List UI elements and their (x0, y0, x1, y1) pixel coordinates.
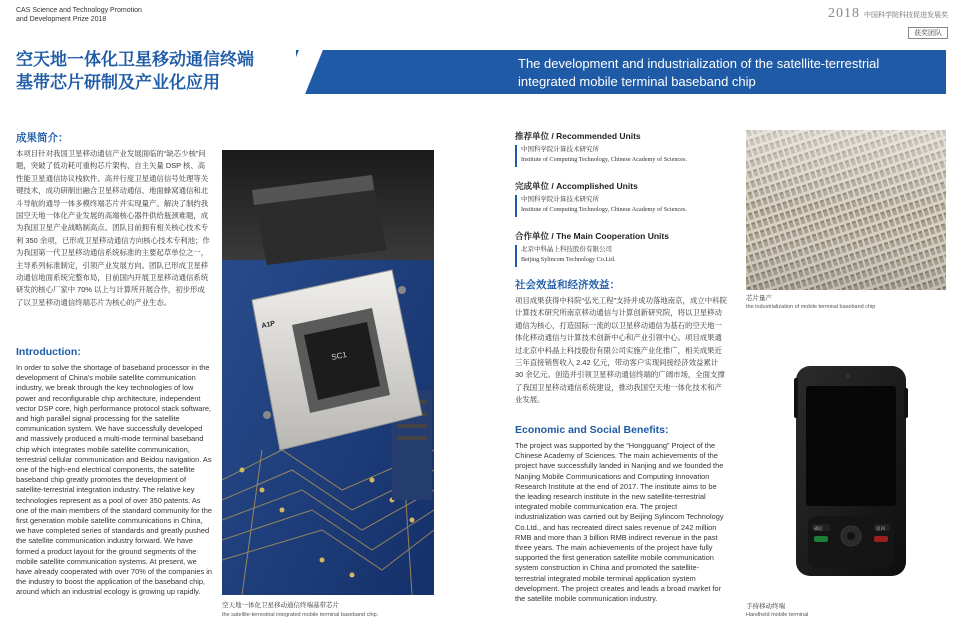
chip-caption-cn: 空天地一体化卫星移动通信终端基带芯片 (222, 602, 339, 609)
accomplished-unit-en: Institute of Computing Technology, Chinese Academy of Sciences. (521, 206, 687, 213)
recommended-unit-cn: 中国科学院计算技术研究所 (521, 146, 599, 153)
accomplished-units-heading: 完成单位 / Accomplished Units (515, 181, 638, 191)
intro-en-text: In order to solve the shortage of baseband processor in the development of China's mobile satellite communication industry, we break through the key technologies of low power and reconfigurable chip architecture, independent vector DSP core, high performance protocol stack software, and high parallel signal processing for the satellite communication system. We have successfully developed and massively produced a multi-mode terminal baseband chip which integrates mobile satellite communication, terrestrial cellular communication and Beidou navigation. As one of the high-end electrical components, the satellite baseband chip greatly promotes the development of satellite-terrestrial integration industry. The relative key technologies represent as a pool of over 350 patents. As one of the main members of the standard community for the first generation mobile satellite communications in China, we have completed series of standards and greatly pushed the satellite communication industry forward. We have formed a product layout for the ground segments of the mobile satellite communication systems. At present, we have already cooperated with over 70% of the companies in the industry to boost the application of the baseband chip, around which an industrial ecology is growing up rapidly. (16, 363, 212, 597)
phone-right-key-label: 返回 (876, 526, 885, 531)
publication-name-line1: CAS Science and Technology Promotion (16, 7, 142, 14)
cooperation-units-item (515, 245, 725, 265)
phone-caption-en: Handheld mobile terminal (746, 612, 809, 618)
phone-photo-illustration (746, 348, 946, 598)
page-title-cn (16, 48, 296, 94)
prize-name-cn: 中国科学院科技促进发展奖 (864, 12, 948, 19)
cooperation-unit-cn: 北京中科晶上科技股份有限公司 (521, 246, 612, 253)
recommended-unit-en: Institute of Computing Technology, Chinese Academy of Sciences. (521, 156, 687, 163)
chip-photo (222, 150, 434, 595)
page-title-en (518, 55, 948, 91)
wafer-photo-illustration (746, 130, 946, 290)
socket-label-text: A1P (260, 320, 276, 330)
wafer-caption-en: the industrialization of mobile terminal baseband chip (746, 304, 876, 310)
intro-cn-text: 本项目针对我国卫星移动通信产业发展面临的“缺芯少核”问题，突破了低功耗可重构芯片架构、自主矢量 DSP 核、高性能卫星通信协议栈软件、高并行度卫星通信信号处理等关键技术，成功研制出融合卫星移动通信、地面蜂窝通信和北斗导航的通导一体多模终端芯片并实现量产。解决了制约我国空天地一体化产业发展的高端核心器件供给瓶颈难题，成为我国卫星产业战略制高点。团队目前拥有相关核心技术专利 350 余项，已形成卫星移动通信方向核心技术专利池；作为我国第一代卫星移动通信系统标准的主要起草单位之一，主导系列标准制定，引领产业发展方向。团队已形成卫星移动通信地面系统完整布局，目前国内开展卫星移动通信系统研发的核心厂家中 70% 以上与计算所开展合作，初步形成了以卫星移动通信终端芯片为核心的产业生态。 (16, 149, 210, 307)
benefits-cn-text: 项目成果获得中科院“弘光工程”支持并成功落地南京，成立中科院计算技术研究所南京移动通信与计算创新研究院，将以卫星移动通信为核心，打造国际一流的以卫星移动通信为基石的空天地一体化移动通信与计算技术创新中心和产业引领中心。项目成果通过北京中科晶上科技股份有限公司实施产业化推广，相关成果近三年直接销售收入 2.42 亿元，带动客户实现间接经济效益累计 30 余亿元。创造并引领卫星移动通信终端的广阔市场，全面支撑了我国卫星移动通信系统建设，推动我国空天地一体化技术和产业发展。 (515, 296, 727, 405)
wafer-photo (746, 130, 946, 290)
chip-photo-illustration (222, 150, 434, 595)
title-en-line2: integrated mobile terminal baseband chip (518, 74, 756, 89)
team-badge: 获奖团队 (908, 27, 948, 39)
prize-header (828, 4, 948, 40)
wafer-caption-cn: 芯片量产 (746, 295, 772, 302)
phone-photo (746, 348, 946, 598)
chip-marking-text: SC1 (330, 349, 348, 362)
prize-year: 2018 (828, 6, 860, 21)
benefits-en-text: The project was supported by the “Hongguang” Project of the Chinese Academy of Sciences. The main achievements of the project have successfully landed in Nanjing and we founded the Nanjing Mobile Communications and Computing Innovation Research Institute at the end of 2017. The institute aims to be the leading research institute in the new satellite-terrestrial integrated mobile communication era. The project industrialization was carried out by Beijing Sylincom Technology Co.Ltd., and has recreated direct sales revenue of 242 million RMB and more than 3 billion RMB indirect revenue in the past three years. The main achievements of the project have fully supported the first generation satellite mobile communication system construction in China and promoted the satellite-terrestrial integrated mobile terminal application system development. The project creates and leads a broad market for the satellite mobile communication industry. (515, 441, 724, 604)
cooperation-units-heading: 合作单位 / The Main Cooperation Units (515, 231, 669, 241)
benefits-en-heading: Economic and Social Benefits: (515, 424, 669, 436)
chip-caption-en: the satellite-terrestrial integrated mobile terminal baseband chip. (222, 612, 379, 618)
intro-en-heading: Introduction: (16, 346, 81, 358)
publication-name-line2: and Development Prize 2018 (16, 16, 107, 23)
title-cn-line1: 空天地一体化卫星移动通信终端 (16, 50, 254, 69)
phone-caption-cn: 手持移动终端 (746, 603, 785, 610)
cooperation-unit-en: Beijing Sylincom Technology Co.Ltd. (521, 256, 616, 263)
phone-left-key-label: 确定 (814, 526, 823, 531)
title-cn-line2: 基带芯片研制及产业化应用 (16, 73, 220, 92)
title-en-line1: The development and industrialization of the satellite-terrestrial (518, 56, 880, 71)
intro-cn-heading: 成果简介： (16, 132, 69, 144)
recommended-units-item (515, 145, 725, 165)
publication-header (16, 6, 142, 24)
recommended-units-heading: 推荐单位 / Recommended Units (515, 131, 641, 141)
accomplished-units-item (515, 195, 725, 215)
accomplished-unit-cn: 中国科学院计算技术研究所 (521, 196, 599, 203)
units-block (515, 130, 725, 280)
benefits-cn-heading: 社会效益和经济效益： (515, 279, 620, 291)
